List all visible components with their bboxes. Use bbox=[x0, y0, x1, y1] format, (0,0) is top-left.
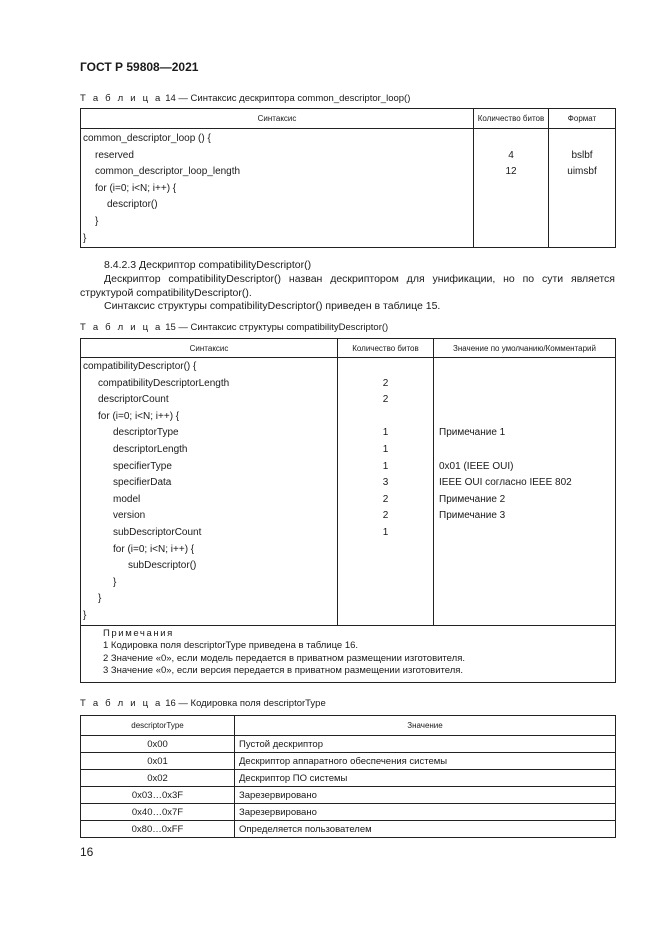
table14-bits-cell bbox=[474, 129, 549, 248]
table15-bits-line: 1 bbox=[382, 526, 389, 538]
table-row bbox=[81, 753, 616, 770]
table14-syntax-line: common_descriptor_loop () { bbox=[83, 133, 211, 144]
table14-syntax-line: } bbox=[83, 232, 87, 244]
table14-format-line bbox=[549, 181, 615, 198]
table15-bits-cell bbox=[338, 358, 434, 626]
table15-bits-line bbox=[338, 558, 433, 575]
table14-format-line bbox=[549, 131, 615, 148]
table15-bits-line: 2 bbox=[382, 493, 389, 505]
table15-syntax-line: for (i=0; i<N; i++) { bbox=[113, 543, 195, 555]
table15-header-comment: Значение по умолчанию/Комментарий bbox=[434, 339, 616, 358]
table15-syntax-line: } bbox=[98, 593, 102, 605]
table15-bits-line: 2 bbox=[382, 510, 389, 522]
table15-bits-line: 1 bbox=[382, 443, 389, 455]
table15-comment-line bbox=[439, 392, 615, 409]
table16-value-cell: Дескриптор ПО системы bbox=[235, 770, 616, 787]
table15-syntax-line: version bbox=[113, 510, 146, 522]
section-paragraph-1: Дескриптор compatibilityDescriptor() назван дескриптором для унификации, но по сути является структурой compatibilityDescriptor(). bbox=[80, 273, 615, 299]
table16 bbox=[80, 715, 616, 838]
table16-header-type: descriptorType bbox=[81, 716, 235, 736]
table15-bits-line bbox=[338, 591, 433, 608]
table15-comment-line bbox=[439, 591, 615, 608]
table14-format-cell bbox=[549, 129, 616, 248]
table15-bits-line bbox=[338, 409, 433, 426]
table14-format-line: uimsbf bbox=[567, 166, 597, 178]
table15-syntax-line: for (i=0; i<N; i++) { bbox=[98, 410, 180, 422]
table14-bits-line bbox=[474, 214, 548, 231]
table14-bits-line bbox=[474, 181, 548, 198]
table15-syntax-cell bbox=[81, 358, 338, 626]
table15-comment-cell bbox=[434, 358, 616, 626]
table15-syntax-line: } bbox=[113, 576, 117, 588]
table15-note-3: 3 Значение «0», если версия передается в приватном размещении изготовителя. bbox=[103, 665, 464, 677]
table16-type-cell: 0x40…0x7F bbox=[81, 804, 235, 821]
table14-caption-text: 14 — Синтаксис дескриптора common_descriptor_loop() bbox=[165, 93, 411, 104]
table15-comment-line: Примечание 3 bbox=[439, 510, 506, 522]
table16-value-cell: Зарезервировано bbox=[235, 787, 616, 804]
table15-syntax-line: specifierData bbox=[113, 477, 172, 489]
table15-bits-line bbox=[338, 542, 433, 559]
table15-bits-line: 1 bbox=[382, 427, 389, 439]
table14-syntax-line: reserved bbox=[95, 149, 134, 161]
table15-syntax-line: descriptorCount bbox=[98, 394, 169, 406]
table15-syntax-line: compatibilityDescriptorLength bbox=[98, 377, 230, 389]
table14-syntax-line: } bbox=[95, 215, 99, 227]
page-number: 16 bbox=[80, 845, 94, 859]
table-row bbox=[81, 804, 616, 821]
table-row bbox=[81, 736, 616, 753]
table16-caption-text: 16 — Кодировка поля descriptorType bbox=[165, 698, 326, 709]
table15-syntax-line: } bbox=[83, 609, 87, 621]
table14-bits-line bbox=[474, 131, 548, 148]
table15-comment-line bbox=[439, 442, 615, 459]
table15-comment-line bbox=[439, 409, 615, 426]
table14-format-line bbox=[549, 197, 615, 214]
table15-comment-line bbox=[439, 558, 615, 575]
table15-comment-line bbox=[439, 542, 615, 559]
table15-bits-line: 1 bbox=[382, 460, 389, 472]
table16-type-cell: 0x01 bbox=[81, 753, 235, 770]
table14-syntax-line: common_descriptor_loop_length bbox=[95, 166, 241, 178]
table15-comment-line bbox=[439, 525, 615, 542]
table16-type-cell: 0x00 bbox=[81, 736, 235, 753]
table14-syntax-cell bbox=[81, 129, 474, 248]
table-row bbox=[81, 787, 616, 804]
table14-format-line bbox=[549, 231, 615, 248]
table15-bits-line bbox=[338, 575, 433, 592]
table15-bits-line bbox=[338, 359, 433, 376]
table15-caption-text: 15 — Синтаксис структуры compatibilityDescriptor() bbox=[165, 322, 389, 333]
table15-comment-line bbox=[439, 359, 615, 376]
table14-format-line: bslbf bbox=[571, 149, 593, 161]
table14-header-syntax: Синтаксис bbox=[81, 109, 474, 129]
table15-syntax-line: descriptorLength bbox=[113, 443, 188, 455]
table16-type-cell: 0x03…0x3F bbox=[81, 787, 235, 804]
table15-comment-line: Примечание 1 bbox=[439, 427, 506, 439]
document-standard-header: ГОСТ Р 59808—2021 bbox=[80, 60, 199, 74]
table14-format-line bbox=[549, 214, 615, 231]
table14-syntax-line: descriptor() bbox=[107, 199, 158, 211]
table15-syntax-line: specifierType bbox=[113, 460, 172, 472]
table16-header-value: Значение bbox=[235, 716, 616, 736]
table16-type-cell: 0x02 bbox=[81, 770, 235, 787]
table14-bits-line: 12 bbox=[505, 166, 517, 178]
table15-caption bbox=[80, 322, 388, 333]
table15-comment-line: Примечание 2 bbox=[439, 493, 506, 505]
table15-note-1: 1 Кодировка поля descriptorType приведена в таблице 16. bbox=[103, 640, 359, 652]
table15-notes-title: Примечания bbox=[103, 627, 174, 639]
table15-syntax-line: subDescriptorCount bbox=[113, 526, 202, 538]
table14-bits-line bbox=[474, 197, 548, 214]
table15-note-2: 2 Значение «0», если модель передается в приватном размещении изготовителя. bbox=[103, 652, 465, 664]
table15-header-bits: Количество битов bbox=[338, 339, 434, 358]
table15-bits-line bbox=[338, 608, 433, 625]
table15-comment-line: IEEE OUI согласно IEEE 802 bbox=[439, 477, 572, 489]
table15-syntax-line: subDescriptor() bbox=[128, 560, 197, 572]
table16-type-cell: 0x80…0xFF bbox=[81, 821, 235, 838]
table-row bbox=[81, 821, 616, 838]
table15-comment-line: 0x01 (IEEE OUI) bbox=[439, 460, 514, 472]
table14 bbox=[80, 108, 616, 248]
table14-caption-prefix: Т а б л и ц а bbox=[80, 93, 163, 104]
table16-caption bbox=[80, 698, 326, 709]
table14-bits-line: 4 bbox=[508, 149, 514, 161]
table15-comment-line bbox=[439, 575, 615, 592]
table15-syntax-line: descriptorType bbox=[113, 427, 179, 439]
table14-syntax-line: for (i=0; i<N; i++) { bbox=[95, 182, 177, 194]
table16-value-cell: Зарезервировано bbox=[235, 804, 616, 821]
table16-value-cell: Дескриптор аппаратного обеспечения системы bbox=[235, 753, 616, 770]
table16-value-cell: Определяется пользователем bbox=[235, 821, 616, 838]
table16-caption-prefix: Т а б л и ц а bbox=[80, 698, 163, 709]
table15-syntax-line: model bbox=[113, 493, 141, 505]
table14-header-bits: Количество битов bbox=[474, 109, 549, 129]
table15-comment-line bbox=[439, 376, 615, 393]
table-row bbox=[81, 770, 616, 787]
table14-header-format: Формат bbox=[549, 109, 616, 129]
table15-notes bbox=[81, 625, 616, 682]
table15-bits-line: 2 bbox=[382, 394, 389, 406]
table15-syntax-line: compatibilityDescriptor() { bbox=[83, 361, 197, 372]
table14-bits-line bbox=[474, 231, 548, 248]
table15-header-syntax: Синтаксис bbox=[81, 339, 338, 358]
table15-comment-line bbox=[439, 608, 615, 625]
table15-bits-line: 2 bbox=[382, 377, 389, 389]
table15-bits-line: 3 bbox=[382, 477, 389, 489]
section-heading: 8.4.2.3 Дескриптор compatibilityDescriptor() bbox=[104, 259, 312, 271]
section-paragraph-2: Синтаксис структуры compatibilityDescriptor() приведен в таблице 15. bbox=[104, 300, 441, 312]
table14-caption bbox=[80, 93, 410, 104]
table15 bbox=[80, 338, 616, 683]
table15-caption-prefix: Т а б л и ц а bbox=[80, 322, 163, 333]
table16-value-cell: Пустой дескриптор bbox=[235, 736, 616, 753]
